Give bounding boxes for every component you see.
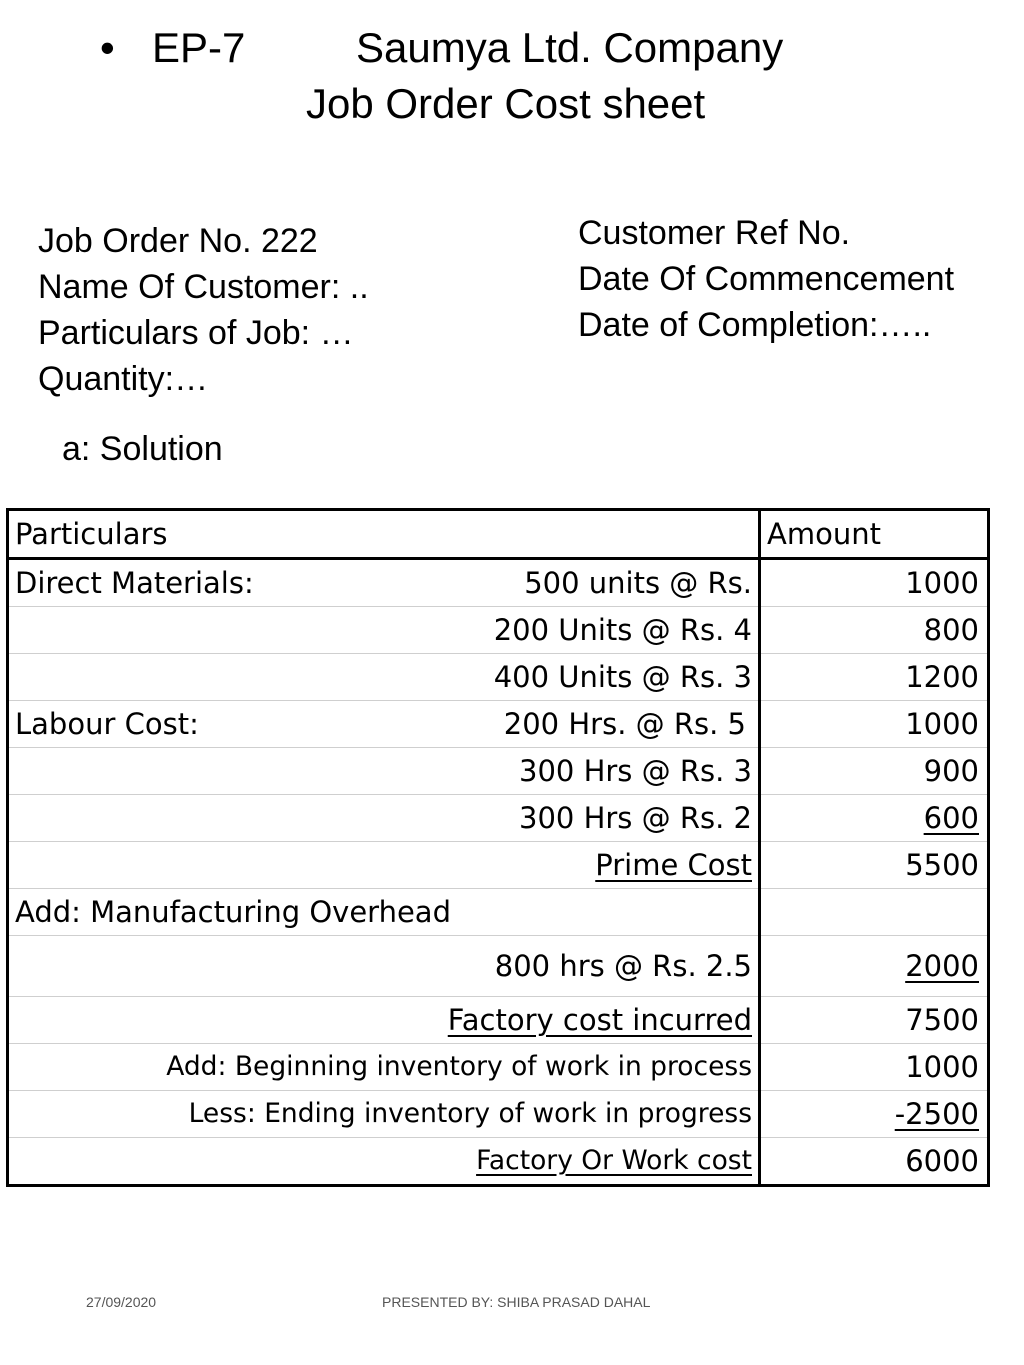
customer-ref: Customer Ref No. <box>578 214 851 252</box>
row-amount: 600 <box>923 801 979 835</box>
row-label: Direct Materials: <box>15 566 254 600</box>
row-amount: 900 <box>760 748 989 795</box>
table-row <box>8 559 989 607</box>
prime-cost-label: Prime Cost <box>595 848 752 882</box>
bullet-icon: • <box>100 24 115 71</box>
row-amount: -2500 <box>894 1097 979 1131</box>
table-row <box>8 936 989 997</box>
table-row <box>8 1044 989 1091</box>
slide-title <box>100 24 783 72</box>
table-header-row <box>8 510 989 559</box>
row-amount: 2000 <box>905 949 979 983</box>
slide-subtitle: Job Order Cost sheet <box>306 80 706 127</box>
customer-name: Name Of Customer: .. <box>38 268 369 306</box>
row-detail: 300 Hrs @ Rs. 3 <box>8 748 760 795</box>
row-detail: 200 Units @ Rs. 4 <box>8 607 760 654</box>
factory-cost-incurred-amount: 7500 <box>760 997 989 1044</box>
table-row <box>8 701 989 748</box>
factory-cost-incurred-label: Factory cost incurred <box>447 1003 752 1037</box>
job-quantity: Quantity:… <box>38 360 209 398</box>
cost-sheet-table <box>6 508 990 1187</box>
job-info-right <box>578 210 954 348</box>
row-amount: 1000 <box>760 559 989 607</box>
company-name: Saumya Ltd. Company <box>356 24 784 71</box>
row-label: Add: Manufacturing Overhead <box>8 889 760 936</box>
row-label: Labour Cost: <box>15 707 199 741</box>
work-cost-label: Factory Or Work cost <box>476 1145 752 1176</box>
job-info-left <box>38 218 369 402</box>
job-particulars: Particulars of Job: … <box>38 314 354 352</box>
row-detail: 800 hrs @ Rs. 2.5 <box>8 936 760 997</box>
row-amount: 1000 <box>760 1044 989 1091</box>
table-row <box>8 607 989 654</box>
date-completion: Date of Completion:….. <box>578 306 932 344</box>
date-commencement: Date Of Commencement <box>578 260 955 298</box>
job-order-number: Job Order No. 222 <box>38 222 318 260</box>
footer-date: 27/09/2020 <box>86 1294 157 1310</box>
table-row <box>8 1138 989 1186</box>
footer-presenter: PRESENTED BY: SHIBA PRASAD DAHAL <box>382 1294 651 1310</box>
row-detail: Less: Ending inventory of work in progress <box>8 1091 760 1138</box>
table-row <box>8 654 989 701</box>
table-row <box>8 1091 989 1138</box>
row-detail: 300 Hrs @ Rs. 2 <box>8 795 760 842</box>
table-row <box>8 889 989 936</box>
table-row <box>8 748 989 795</box>
exercise-code: EP-7 <box>152 24 246 71</box>
table-row <box>8 795 989 842</box>
row-amount <box>760 889 989 936</box>
row-detail: 500 units @ Rs. <box>524 566 752 600</box>
row-detail: 400 Units @ Rs. 3 <box>8 654 760 701</box>
header-particulars: Particulars <box>8 510 760 559</box>
solution-label: a: Solution <box>62 430 223 468</box>
row-detail: 200 Hrs. @ Rs. 5 <box>503 707 746 741</box>
prime-cost-amount: 5500 <box>760 842 989 889</box>
row-amount: 1000 <box>760 701 989 748</box>
header-amount: Amount <box>760 510 989 559</box>
table-row <box>8 997 989 1044</box>
work-cost-amount: 6000 <box>760 1138 989 1186</box>
row-amount: 1200 <box>760 654 989 701</box>
row-amount: 800 <box>760 607 989 654</box>
table-row <box>8 842 989 889</box>
row-detail: Add: Beginning inventory of work in process <box>8 1044 760 1091</box>
